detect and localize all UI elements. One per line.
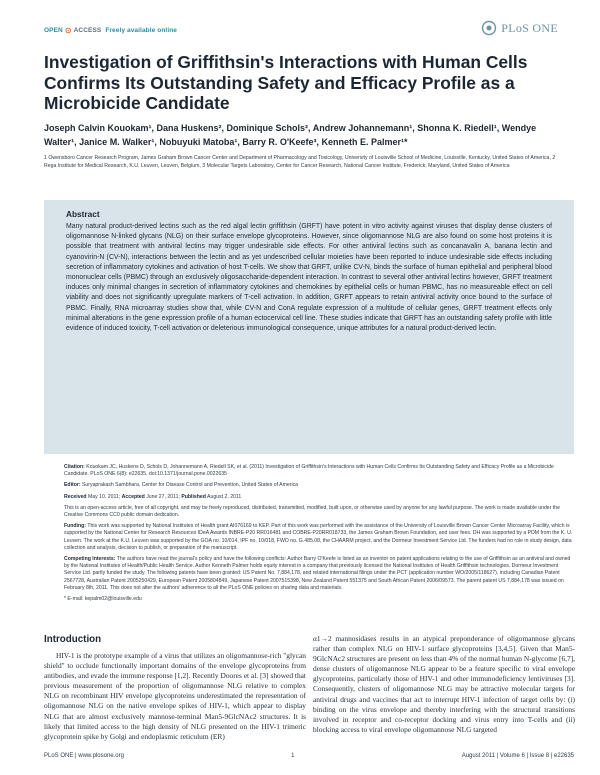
author-list: Joseph Calvin Kouokam¹, Dana Huskens², Dominique Schols², Andrew Johannemann¹, Shonna K. Riedell¹, Wendye Walter¹, Janice M. Walker¹, Nobuyuki Matoba¹, Barry R. O'Keefe³, Kenneth E. Palmer¹* xyxy=(44,123,537,147)
article-metadata xyxy=(64,464,574,607)
funding-label: Funding: xyxy=(64,523,86,530)
access-label: ACCESS xyxy=(73,27,102,34)
page-footer xyxy=(44,753,574,759)
competing-interests-label: Competing Interests: xyxy=(64,556,116,563)
published-label: Published xyxy=(181,493,206,500)
editor-label: Editor: xyxy=(64,482,81,489)
editor-block xyxy=(64,482,574,489)
open-access-label: OPEN xyxy=(44,27,63,34)
abstract-box xyxy=(44,200,574,454)
citation-label: Citation: xyxy=(64,464,85,470)
copyright-text: This is an open-access article, free of all copyright, and may be freely reproduced, distributed, transmitted, modified, built upon, or otherwise used by anyone for any lawful purpose. The work is made available under the Creative Commons CC0 public domain dedication. xyxy=(64,504,560,519)
accepted-date: June 27, 2011; xyxy=(146,493,180,500)
introduction-heading: Introduction xyxy=(44,634,102,645)
affiliations: 1 Owensboro Cancer Research Program, James Graham Brown Cancer Center and Department of Pharmacology and Toxicology, University of Louisville School of Medicine, Louisville, Kentucky, United States of America, 2 Rega Institute for Medical Research, K.U. Leuven, Leuven, Belgium, 3 Molecular Targets Laboratory, Center for Cancer Research, National Cancer Institute, Frederick, Maryland, United States of America xyxy=(44,155,556,170)
received-date: May 10, 2011; xyxy=(88,493,121,500)
footer-page-number: 1 xyxy=(291,753,295,759)
abstract-heading: Abstract xyxy=(66,209,100,219)
received-label: Received xyxy=(64,493,87,500)
accepted-label: Accepted xyxy=(121,493,145,500)
intro-left-column: HIV-1 is the prototype example of a virus that utilizes an oligomannose-rich "glycan shield" to occlude functionally important domains of the envelope glycoproteins from antibodies, and evade the immune response [1,2]. Recently Doores et al. [3] showed that previous measurement of the proportion of oligomannose NLG relative to complex NLG on recombinant HIV envelope glycoproteins underestimated the representation of oligomannose NLG on the native envelope spikes of HIV-1, which appear to display NLG that are almost exclusively mannose-terminal Man5-9GlcNAc2 structures. It is likely that limited access to the high density of NLG presented on the HIV-1 trimeric glycoprotein spike by Golgi and endoplasmic reticulum (ER) xyxy=(44,651,306,741)
intro-right-column: α1→2 mannosidases results in an atypical preponderance of oligomannose glycans rather than complex NLG on HIV-1 surface glycoproteins [3,4,5]. Given that Man5-9GlcNAc2 structures are present on less than 4% of the normal human N-glycome [6,7], dense clusters of oligomannose NLG appear to be a feature specific to viral envelope glycoproteins, particularly those of HIV-1 and other immunodeficiency lentiviruses [3]. Consequently, clusters of oligomannose NLG may be attractive molecular targets for antiviral drugs and vaccines that act to interrupt HIV-1 infection of target cells by: (i) binding on the virus envelope and thereby interfering with the structural transitions involved in receptor and co-receptor docking and virus entry into T-cells and (ii) blocking access to viral envelope oligomannose NLG targeted xyxy=(313,634,575,734)
plos-logo-icon xyxy=(481,20,497,36)
article-title: Investigation of Griffithsin's Interactions with Human Cells Confirms Its Outstanding Safety and Efficacy Profile as a Microbicide Candidate xyxy=(44,52,528,114)
email-line[interactable]: * E-mail: kepalm02@louisville.edu xyxy=(64,596,142,603)
competing-interests-text: The authors have read the journal's policy and have the following conflicts: Author Barry O'Keefe is listed as an inventor on patent applications relating to the use of Griffithsin as an antiviral and owned by the National Institutes of Health/Public Health Service. Author Kenneth Palmer holds equity interest in a company that previously licensed the National Institutes of Health Griffithsin technologies. Dormeur Investment Service Ltd. partly funded the study. The following patents have been granted: US Patent No. 7,884,178, and related international filings under the PCT (application number WO/2005/118627), including Canadian Patent 2567728, Australian Patent 2005250429, European Patent 2005804849, Japanese Patent 2007515398, New Zealand Patent 551375 and South African Patent 2006/09573. The parent patent US 7,884,178 was issued on February 8th, 2011. This does not alter the authors' adherence to all the PLoS ONE policies on sharing data and materials. xyxy=(64,556,571,591)
abstract-text: Many natural product-derived lectins such as the red algal lectin griffithsin (GRFT) have potent in vitro activity against viruses that display dense clusters of oligomannose N-linked glycans (NLG) on their surface envelope glycoproteins. However, since oligomannose NLG are also found on some host proteins it is possible that treatment with antiviral lectins may trigger undesirable side effects. For other antiviral lectins such as concanavalin A, banana lectin and cyanovirin-N (CV-N), interactions between the lectin and as yet undescribed cellular moieties have been reported to induce undesirable side effects including secretion of inflammatory cytokines and activation of host T-cells. We show that GRFT, unlike CV-N, binds the surface of human epithelial and peripheral blood mononuclear cells (PBMC) through an exclusively oligosaccharide-dependent interaction. In contrast to several other antiviral lectins however, GRFT treatment induces only minimal changes in secretion of inflammatory cytokines and chemokines by epithelial cells or human PBMC, has no measureable effect on cell viability and does not significantly upregulate markers of T-cell activation. In addition, GRFT appears to retain antiviral activity once bound to the surface of PBMC. Finally, RNA microarray studies show that, while CV-N and ConA regulate expression of a multitude of cellular genes, GRFT treatment effects only minimal alterations in the gene expression profile of a human ectocervical cell line. These studies indicate that GRFT has an outstanding safety profile with little evidence of induced toxicity, T-cell activation or deleterious immunological consequence, unique attributes for a natural product-derived lectin. xyxy=(66,223,552,333)
journal-logo[interactable] xyxy=(481,20,558,36)
published-date: August 2, 2011 xyxy=(207,493,242,500)
funding-block xyxy=(64,523,574,552)
competing-interests-block xyxy=(64,556,574,592)
citation-text: Kouokam JC, Huskens D, Schols D, Johannemann A, Riedell SK, et al. (2011) Investigation of Griffithsin's Interactions with Human Cells Confirms Its Outstanding Safety and Efficacy Profile as a Microbicide Candidate. PLoS ONE 6(8): e22635. doi:10.1371/journal.pone.0022635 xyxy=(64,464,554,478)
citation-block xyxy=(64,464,574,478)
footer-journal: PLoS ONE | www.plosone.org xyxy=(44,753,124,759)
open-access-banner xyxy=(44,26,177,35)
journal-logo-text: PLoS ONE xyxy=(501,20,558,35)
dates-block xyxy=(64,494,574,501)
footer-issue: August 2011 | Volume 6 | Issue 8 | e22635 xyxy=(461,753,574,759)
open-lock-icon: ⊙ xyxy=(64,26,72,35)
freely-available-label: Freely available online xyxy=(105,27,178,34)
funding-text: This work was supported by National Institutes of Health grant AI076169 to KEP. Part of this work was performed with the assistance of the University of Louisville Brown Cancer Center Microarray Facility, which is supported by the National Center for Research Resources IDeA Awards INBRE-P20 RR016481 and COBRE-P20RR018733, the James Graham Brown Foundation, and user fees. DH was supported by a PDM from the K. U. Leuven. The work at the K.U. Leuven was supported by the GOA no. 10/014, IPF no. 10/018, FWO no. G.485.08, the CHAARM project, and the Dormeur Investment Service Ltd. The funders had no role in study design, data collection and analysis, decision to publish, or preparation of the manuscript. xyxy=(64,523,573,551)
editor-text: Suryaprakash Sambhara, Center for Disease Control and Prevention, United States of America xyxy=(82,482,299,489)
